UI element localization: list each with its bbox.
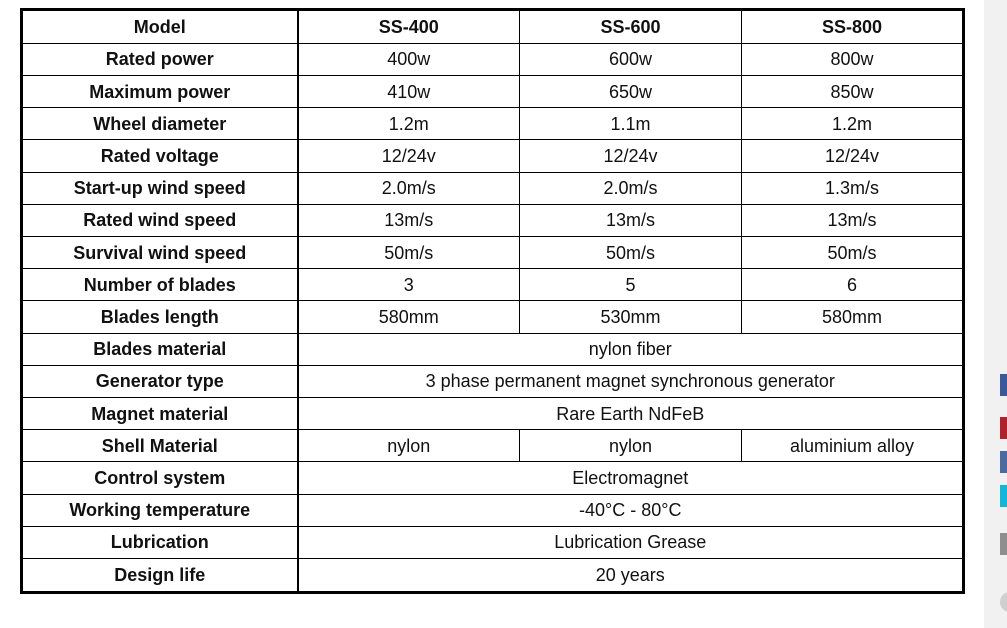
row-value: 650w (520, 76, 742, 108)
facebook-share-icon[interactable] (1000, 374, 1007, 396)
header-cell-ss-600: SS-600 (520, 10, 742, 44)
row-value: 2.0m/s (298, 172, 520, 204)
table-header-row (22, 10, 964, 44)
row-value: 12/24v (742, 140, 964, 172)
row-label: Maximum power (22, 76, 298, 108)
row-value: 580mm (742, 301, 964, 333)
row-label: Blades material (22, 333, 298, 365)
header-cell-model: Model (22, 10, 298, 44)
row-label: Rated wind speed (22, 204, 298, 236)
row-value: 13m/s (298, 204, 520, 236)
row-value: aluminium alloy (742, 430, 964, 462)
row-value: 850w (742, 76, 964, 108)
row-value: 1.1m (520, 108, 742, 140)
row-value: 50m/s (742, 237, 964, 269)
table-row (22, 397, 964, 429)
row-value: 1.2m (742, 108, 964, 140)
table-row (22, 237, 964, 269)
row-value: 12/24v (298, 140, 520, 172)
table-row (22, 462, 964, 494)
row-value: 1.3m/s (742, 172, 964, 204)
row-value: 530mm (520, 301, 742, 333)
row-value: 400w (298, 43, 520, 75)
row-value-merged: 20 years (298, 558, 964, 592)
table-row (22, 172, 964, 204)
table-row (22, 365, 964, 397)
row-value: 580mm (298, 301, 520, 333)
linkedin-share-icon[interactable] (1000, 451, 1007, 473)
row-label: Survival wind speed (22, 237, 298, 269)
email-share-icon[interactable] (1000, 533, 1007, 555)
table-row (22, 526, 964, 558)
row-value: 410w (298, 76, 520, 108)
row-value: 13m/s (520, 204, 742, 236)
row-value: 6 (742, 269, 964, 301)
spec-table-body (22, 10, 964, 593)
row-label: Number of blades (22, 269, 298, 301)
twitter-share-icon[interactable] (1000, 485, 1007, 507)
table-row (22, 140, 964, 172)
row-value: 12/24v (520, 140, 742, 172)
row-value: 600w (520, 43, 742, 75)
row-value-merged: nylon fiber (298, 333, 964, 365)
row-label: Start-up wind speed (22, 172, 298, 204)
spec-table (20, 8, 965, 594)
table-row (22, 76, 964, 108)
table-row (22, 333, 964, 365)
row-label: Control system (22, 462, 298, 494)
row-value: 800w (742, 43, 964, 75)
table-row (22, 204, 964, 236)
row-value: 5 (520, 269, 742, 301)
row-label: Rated power (22, 43, 298, 75)
table-row (22, 43, 964, 75)
row-label: Design life (22, 558, 298, 592)
header-cell-ss-400: SS-400 (298, 10, 520, 44)
row-value: 1.2m (298, 108, 520, 140)
header-cell-ss-800: SS-800 (742, 10, 964, 44)
row-value: nylon (520, 430, 742, 462)
pinterest-share-icon[interactable] (1000, 417, 1007, 439)
row-value: nylon (298, 430, 520, 462)
table-row (22, 269, 964, 301)
table-row (22, 108, 964, 140)
row-label: Rated voltage (22, 140, 298, 172)
table-row (22, 558, 964, 592)
row-label: Magnet material (22, 397, 298, 429)
row-label: Generator type (22, 365, 298, 397)
row-value-merged: Lubrication Grease (298, 526, 964, 558)
row-value-merged: Rare Earth NdFeB (298, 397, 964, 429)
row-label: Wheel diameter (22, 108, 298, 140)
row-value: 3 (298, 269, 520, 301)
row-value-merged: -40°C - 80°C (298, 494, 964, 526)
row-value: 2.0m/s (520, 172, 742, 204)
row-value-merged: Electromagnet (298, 462, 964, 494)
row-label: Lubrication (22, 526, 298, 558)
table-row (22, 301, 964, 333)
row-value-merged: 3 phase permanent magnet synchronous generator (298, 365, 964, 397)
table-row (22, 430, 964, 462)
row-value: 50m/s (298, 237, 520, 269)
table-row (22, 494, 964, 526)
row-label: Shell Material (22, 430, 298, 462)
row-label: Blades length (22, 301, 298, 333)
row-value: 13m/s (742, 204, 964, 236)
row-label: Working temperature (22, 494, 298, 526)
row-value: 50m/s (520, 237, 742, 269)
